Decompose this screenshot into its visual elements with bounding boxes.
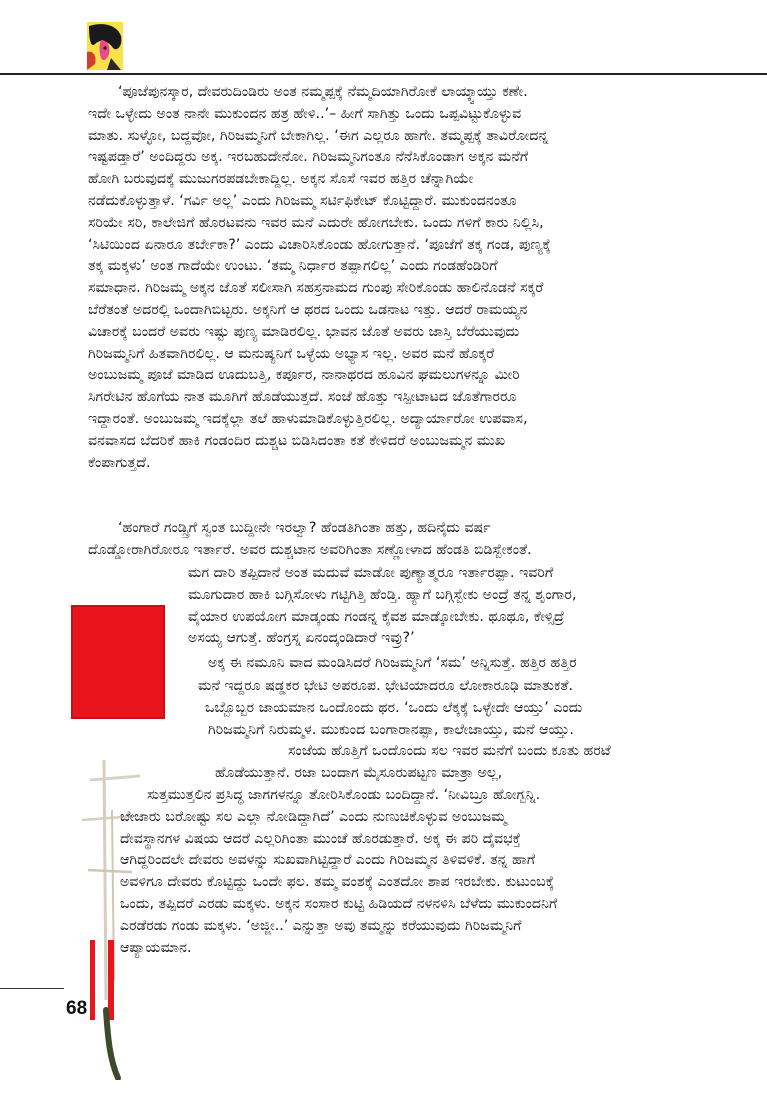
text-line: ಬೇಜಾರು ಬರೋಷ್ಟು ಸಲ ಎಲ್ಲಾ ನೋಡಿದ್ದಾಗಿದೆ’ ಎಂದು ನುಣುಚಿಕೊಳ್ಳುವ ಅಂಬುಜಮ್ಮ (120, 808, 507, 825)
text-line: ಅಂಬುಜಮ್ಮ ಪೂಜೆ ಮಾಡಿದ ಊದುಬತ್ತಿ, ಕರ್ಪೂರ, ನಾನಾಥರದ ಹೂವಿನ ಘಮಲುಗಳನ್ನೂ ಮೀರಿ (88, 367, 520, 384)
text-line: ಒಂದು, ತಪ್ಪಿದರೆ ಎರಡು ಮಕ್ಕಳು. ಅಕ್ಕನ ಸಂಸಾರ ಕುಟ್ಟಿ ಹಿಡಿಯದೆ ನಳನಳಿಸಿ ಬೆಳೆದು ಮುಕುಂದನಿಗೆ (120, 895, 558, 912)
text-line: ನಡೆದುಕೊಳ್ಳುತ್ತಾಳೆ. ‘ಗರ್ವಿ ಅಲ್ಲ’ ಎಂದು ಗಿರಿಜಮ್ಮ ಸರ್ಟಿಫಿಕೇಟ್ ಕೊಟ್ಟಿದ್ದಾರೆ. ಮುಕುಂದನಂತೂ (88, 192, 517, 209)
text-line: ಎರಡೆರಡು ಗಂಡು ಮಕ್ಕಳು. ‘ಅಜ್ಜೀ..’ ಎನ್ನುತ್ತಾ ಅವು ತಮ್ಮನ್ನು ಕರೆಯುವುದು ಗಿರಿಜಮ್ಮನಿಗೆ (120, 917, 522, 934)
text-line: ವಿಚಾರಕ್ಕೆ ಬಂದರೆ ಅವರು ಇಷ್ಟು ಪುಣ್ಯ ಮಾಡಿರಲಿಲ್ಲ. ಭಾವನ ಜೊತೆ ಅವರು ಜಾಸ್ತಿ ಬೆರೆಯುವುದು (88, 323, 520, 340)
paragraph-3-continued (0, 676, 611, 959)
text-line: ಸಿಗರೇಟಿನ ಹೊಗೆಯ ನಾತ ಮೂಗಿಗೆ ಹೊಡೆಯುತ್ತದೆ. ಸಂಜೆ ಹೊತ್ತು ಇಸ್ಪೀಟಾಟದ ಜೊತೆಗಾರರೂ (88, 389, 517, 406)
text-line: ಹೊಡೆಯುತ್ತಾನೆ. ರಜಾ ಬಂದಾಗ ಮೈಸೂರುಪಟ್ಟಣ ಮಾತ್ರಾ ಅಲ್ಲ, (215, 765, 503, 782)
text-line: ಸಮಾಧಾನ. ಗಿರಿಜಮ್ಮ ಅಕ್ಕನ ಜೊತೆ ಸಲೀಸಾಗಿ ಸಹಸ್ರನಾಮದ ಗುಂಪು ಸೇರಿಕೊಂಡು ಹಾಲಿನೊಡನೆ ಸಕ್ಕರೆ (88, 280, 544, 297)
text-line: ಬೆರೆತಂತೆ ಅದರಲ್ಲಿ ಒಂದಾಗಿಬಿಟ್ಟರು. ಅಕ್ಕನಿಗೆ ಆ ಥರದ ಒಂದು ಒಡನಾಟ ಇತ್ತು. ಆದರೆ ರಾಮಯ್ಯನ (88, 301, 528, 318)
text-line: ‘ಹಂಗಾರೆ ಗಂಡ್ಸ್ರಿಗೆ ಸ್ವಂತ ಬುದ್ದೀನೇ ಇರಲ್ವಾ? ಹೆಂಡತಿಗಿಂತಾ ಹತ್ತು, ಹದಿನೈದು ವರ್ಷ (118, 520, 491, 536)
text-line: ಆಗಿದ್ದರಿಂದಲೇ ದೇವರು ಅವಳನ್ನು ಸುಖವಾಗಿಟ್ಟಿದ್ದಾರೆ ಎಂದು ಗಿರಿಜಮ್ಮನ ತಿಳಿವಳಿಕೆ. ತನ್ನ ಹಾಗೆ (120, 852, 536, 869)
text-line: ಮೂಗುದಾರ ಹಾಕಿ ಬಗ್ಗಿಸೋಳು ಗಟ್ಟಿಗಿತ್ತಿ ಹೆಂಡ್ತಿ. ಹ್ಯಾಗೆ ಬಗ್ಗಿಸ್ಬೇಕು ಅಂದ್ರೆ ತನ್ನ ಶೃಂಗಾರ, (188, 586, 577, 603)
text-line: ಸರಿಯೇ ಸರಿ, ಕಾಲೇಜಿಗೆ ಹೊರಟವನು ಇವರ ಮನೆ ಎದುರೇ ಹೋಗಬೇಕು. ಒಂದು ಗಳಿಗೆ ಕಾರು ನಿಲ್ಲಿಸಿ, (88, 214, 544, 231)
paragraph-1 (88, 82, 551, 474)
text-line: ತಕ್ಕ ಮಕ್ಕಳು’ ಅಂತ ಗಾದೆಯೇ ಉಂಟು. ‘ತಮ್ಮ ನಿರ್ಧಾರ ತಪ್ಪಾಗಲಿಲ್ಲ’ ಎಂದು ಗಂಡಹೆಂಡಿರಿಗೆ (88, 258, 498, 275)
text-line: ಇದೇ ಒಳ್ಳೇದು ಅಂತ ನಾನೇ ಮುಕುಂದನ ಹತ್ರ ಹೇಳಿ..’– ಹೀಗೆ ಸಾಗಿತ್ತು ಒಂದು ಒಪ್ಪವಿಟ್ಟುಕೊಳ್ಳುವ (88, 105, 522, 122)
text-line: ಇಷ್ಟಪಡ್ತಾರೆ’ ಅಂದಿದ್ದರು ಅಕ್ಕ. ಇರಬಹುದೇನೋ. ಗಿರಿಜಮ್ಮನಿಗಂತೂ ನೆನೆಸಿಕೊಂಡಾಗ ಅಕ್ಕನ ಮನೆಗೆ (88, 149, 529, 166)
paragraph-2 (88, 518, 532, 562)
text-line: ‘ಸಿಟಿಯಿಂದ ಏನಾರೂ ತರ್ಬೇಕಾ?’ ಎಂದು ವಿಚಾರಿಸಿಕೊಂಡು ಹೋಗುತ್ತಾನೆ. ‘ಪೂಜೆಗೆ ತಕ್ಕ ಗಂಡ, ಪುಣ್ಯಕ್ಕೆ (88, 236, 551, 253)
text-line: ಮಾತು. ಸುಳ್ಳೋ, ಬದ್ದವೋ, ಗಿರಿಜಮ್ಮನಿಗೆ ಬೇಕಾಗಿಲ್ಲ. ‘ಈಗ ಎಲ್ಲರೂ ಹಾಗೇ. ತಮ್ಮಪ್ಪಕ್ಕೆ ತಾವಿರೋದನ್ನ (88, 127, 549, 144)
text-line: ವೈಯಾರ ಉಪಯೋಗ ಮಾಡ್ಕಂಡು ಗಂಡನ್ನ ಕೈವಶ ಮಾಡ್ಕೋಬೇಕು. ಥೂಥೂ, ಕೇಳ್ಸಿದ್ರೆ (188, 608, 565, 625)
paragraph-3 (208, 653, 577, 675)
text-line: ‘ಪೂಜೆಪುನಸ್ಕಾರ, ದೇವರುದಿಂಡಿರು ಅಂತ ನಮ್ಮಪ್ಪಕ್ಕೆ ನೆಮ್ಮದಿಯಾಗಿರೋಕೆ ಲಾಯ್ಕ್ವಾಯ್ತು ಕಣೇ. (118, 84, 528, 100)
text-line: ದೇವಸ್ಥಾನಗಳ ವಿಷಯ ಆದರೆ ಎಲ್ಲರಿಗಿಂತಾ ಮುಂಚೆ ಹೊರಡುತ್ತಾರೆ. ಅಕ್ಕ ಈ ಪರಿ ದೈವಭಕ್ತೆ (120, 830, 521, 847)
text-line: ಮನೆ ಇದ್ದರೂ ಷಡ್ಡಕರ ಭೇಟಿ ಅಪರೂಪ. ಭೇಟಿಯಾದರೂ ಲೋಕಾರೂಢಿ ಮಾತುಕತೆ. (198, 678, 573, 694)
page-number: 68 (66, 998, 88, 1019)
text-line: ಅಸಯ್ಯ ಆಗುತ್ತೆ. ಹೆಂಗ್ರಸ್ನ ಏನಂದ್ಕಂಡಿದಾರೆ ಇವ್ರು?’ (188, 630, 415, 647)
text-line: ಒಬ್ಬೊಬ್ಬರ ಜಾಯಮಾನ ಒಂದೊಂದು ಥರ. ‘ಒಂದು ಲೆಕ್ಕಕ್ಕೆ ಒಳ್ಳೇದೇ ಆಯ್ತು’ ಎಂದು (205, 699, 583, 716)
paragraph-2-continued (188, 563, 576, 650)
text-line: ಗಿರಿಜಮ್ಮನಿಗೆ ನಿರುಮ್ಮಳ. ಮುಕುಂದ ಬಂಗಾರಾನಪ್ಪಾ, ಕಾಲೇಜಾಯ್ತು, ಮನೆ ಆಯ್ತು. (208, 721, 574, 738)
text-line: ಆಪ್ಯಾಯಮಾನ. (120, 939, 192, 956)
text-line: ಅಕ್ಕ ಈ ನಮೂನಿ ವಾದ ಮಂಡಿಸಿದರೆ ಗಿರಿಜಮ್ಮನಿಗೆ ‘ಸಮ’ ಅನ್ನಿಸುತ್ತೆ. ಹತ್ತಿರ ಹತ್ತಿರ (208, 655, 577, 671)
footer-rule (0, 988, 64, 989)
text-line: ಮಗ ದಾರಿ ತಪ್ಪಿದಾನೆ ಅಂತ ಮದುವೆ ಮಾಡೋ ಪುಣ್ಯಾತ್ಮರೂ ಇರ್ತಾರಪ್ಪಾ. ಇವರಿಗೆ (188, 565, 554, 581)
text-line: ಸಂಜೆಯ ಹೊತ್ತಿಗೆ ಒಂದೊಂದು ಸಲ ಇವರ ಮನೆಗೆ ಬಂದು ಕೂತು ಹರಟೆ (288, 743, 611, 760)
header-rule (0, 73, 767, 75)
text-line: ದೊಡ್ಡೋರಾಗಿರೋರೂ ಇರ್ತಾರೆ. ಅವರ ದುಶ್ಚಟಾನ ಅವರಿಗಿಂತಾ ಸಣ್ಣೋಳಾದ ಹೆಂಡತಿ ಬಿಡಿಸ್ಬೇಕಂತೆ. (88, 541, 532, 558)
text-line: ಅವಳಿಗೂ ದೇವರು ಕೊಟ್ಟಿದ್ದು ಒಂದೇ ಫಲ. ತಮ್ಮ ವಂಶಕ್ಕೆ ಎಂತದೋ ಶಾಪ ಇರಬೇಕು. ಕುಟುಂಬಕ್ಕೆ (120, 874, 555, 891)
text-line: ಕೆಂಪಾಗುತ್ತದೆ. (88, 454, 151, 471)
text-line: ಸುತ್ತಮುತ್ತಲಿನ ಪ್ರಸಿದ್ಧ ಜಾಗಗಳನ್ನೂ ತೋರಿಸಿಕೊಂಡು ಬಂದಿದ್ದಾನೆ. ‘ನೀವಿಬ್ರೂ ಹೋಗ್ಬನ್ನಿ. (147, 786, 541, 803)
header-logo (87, 22, 123, 70)
text-line: ಗಿರಿಜಮ್ಮನಿಗೆ ಹಿತವಾಗಿರಲಿಲ್ಲ. ಆ ಮನುಷ್ಯನಿಗೆ ಒಳ್ಳೆಯ ಅಭ್ಯಾಸ ಇಲ್ಲ. ಅವರ ಮನೆ ಹೊಕ್ಕರೆ (88, 345, 495, 362)
text-line: ಹೋಗಿ ಬರುವುದಕ್ಕೆ ಮುಜುಗರಪಡಬೇಕಾದ್ದಿಲ್ಲ. ಅಕ್ಕನ ಸೊಸೆ ಇವರ ಹತ್ತಿರ ಚೆನ್ನಾಗಿಯೇ (88, 171, 474, 188)
text-line: ವನವಾಸದ ಬೆದರಿಕೆ ಹಾಕಿ ಗಂಡಂದಿರ ದುಶ್ಚಟ ಬಿಡಿಸಿದಂತಾ ಕತೆ ಕೇಳಿದರೆ ಅಂಬುಜಮ್ಮನ ಮುಖ (88, 432, 506, 449)
text-line: ಇದ್ದಾರಂತೆ. ಅಂಬುಜಮ್ಮ ಇದಕ್ಕೆಲ್ಲಾ ತಲೆ ಹಾಳುಮಾಡಿಕೊಳ್ಳುತ್ತಿರಲಿಲ್ಲ. ಅದ್ಯಾರ್ಯಾರೋ ಉಪವಾಸ, (88, 410, 528, 427)
